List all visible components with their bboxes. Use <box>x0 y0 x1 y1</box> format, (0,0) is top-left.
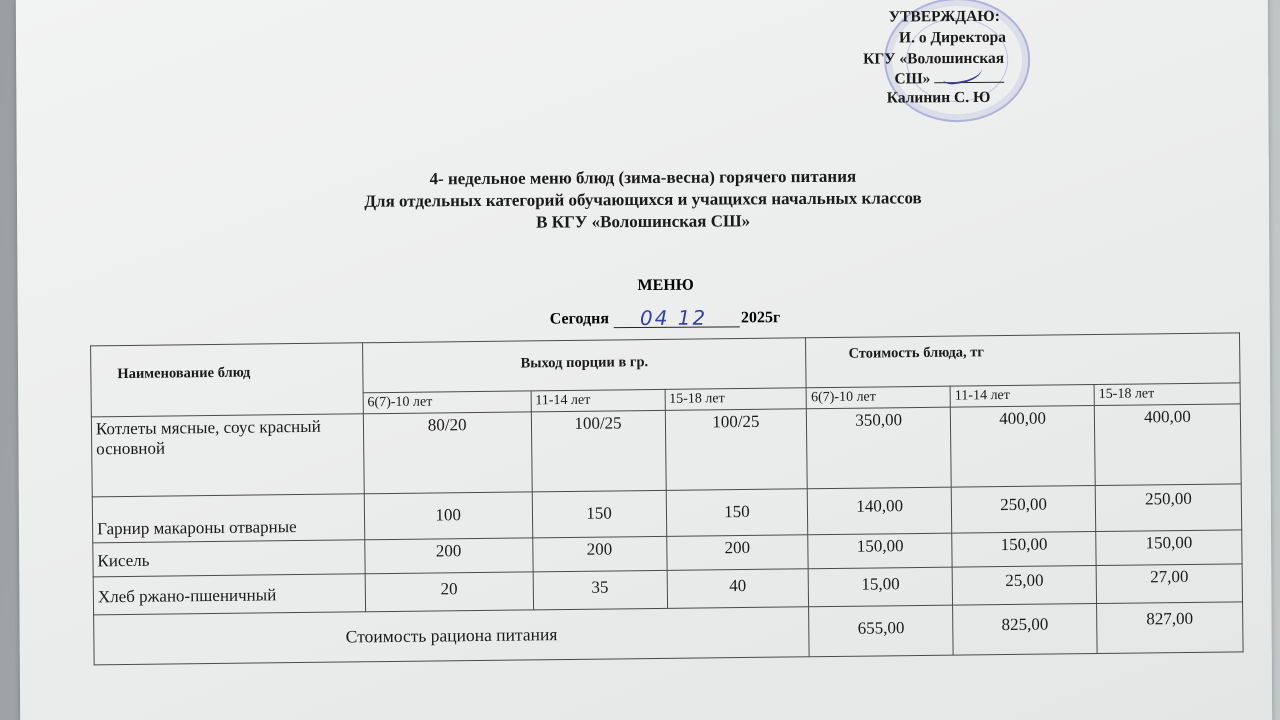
portion-cell: 80/20 <box>363 412 532 494</box>
cost-cell: 140,00 <box>808 487 952 535</box>
title-line-3: В КГУ «Волошинская СШ» <box>536 211 751 232</box>
document-titles <box>17 163 1269 237</box>
approve-heading: УТВЕРЖДАЮ: <box>888 7 1000 26</box>
cost-cell: 400,00 <box>1094 404 1241 486</box>
cost-cell: 400,00 <box>951 406 1096 488</box>
document-page <box>16 0 1272 720</box>
title-line-1: 4- недельное меню блюд (зима-весна) горячего питания <box>429 166 857 189</box>
total-label: Стоимость рациона питания <box>94 607 810 665</box>
age-group-cell: 11-14 лет <box>531 389 665 412</box>
cost-cell: 27,00 <box>1096 564 1242 604</box>
date-label: Сегодня <box>549 310 610 328</box>
age-group-cell: 15-18 лет <box>665 388 807 411</box>
dish-name-cell: Кисель <box>93 540 365 577</box>
portion-cell: 100 <box>364 492 532 540</box>
cost-cell: 150,00 <box>952 531 1096 567</box>
approve-position: И. о Директора <box>898 28 1007 47</box>
signature-line <box>934 69 1004 83</box>
cost-cell: 150,00 <box>808 533 952 569</box>
header-cost: Стоимость блюда, тг <box>806 333 1240 388</box>
cost-cell: 250,00 <box>1095 484 1241 532</box>
date-line <box>549 305 781 331</box>
table-row <box>91 404 1241 497</box>
cost-cell: 250,00 <box>951 486 1095 534</box>
dish-name-cell: Гарнир макароны отварные <box>92 494 364 543</box>
approve-organization: КГУ «Волошинская <box>862 49 1005 68</box>
cost-cell: 150,00 <box>1096 530 1242 566</box>
age-group-cell: 6(7)-10 лет <box>806 386 950 409</box>
portion-cell: 200 <box>365 538 533 574</box>
portion-cell: 20 <box>365 572 533 612</box>
total-cost-cell: 655,00 <box>809 605 953 657</box>
header-dish-name: Наименование блюд <box>91 343 364 417</box>
portion-cell: 150 <box>666 489 808 537</box>
approval-block <box>268 6 1268 107</box>
portion-cell: 200 <box>666 535 808 571</box>
menu-table <box>90 332 1244 665</box>
portion-cell: 200 <box>532 536 666 572</box>
handwritten-date: 04 12 <box>639 305 708 331</box>
age-group-cell: 6(7)-10 лет <box>363 391 531 414</box>
age-group-cell: 15-18 лет <box>1094 383 1240 406</box>
portion-cell: 100/25 <box>531 410 666 492</box>
approve-name: Калинин С. Ю <box>886 88 991 107</box>
cost-cell: 25,00 <box>952 565 1096 605</box>
approve-signature-row <box>894 69 1004 89</box>
portion-cell: 35 <box>533 570 667 610</box>
age-group-cell: 11-14 лет <box>950 385 1094 408</box>
total-cost-cell: 827,00 <box>1097 602 1243 654</box>
approve-organization-end: СШ» <box>894 70 931 88</box>
header-portion: Выход порции в гр. <box>362 338 806 393</box>
dish-name-cell: Котлеты мясные, соус красный основной <box>91 414 364 497</box>
portion-cell: 100/25 <box>665 409 808 491</box>
cost-cell: 15,00 <box>808 567 952 607</box>
date-blank <box>614 305 740 331</box>
cost-cell: 350,00 <box>807 407 952 489</box>
dish-name-cell: Хлеб ржано-пшеничный <box>93 574 365 615</box>
portion-cell: 40 <box>667 569 809 609</box>
menu-heading: МЕНЮ <box>637 276 694 295</box>
title-line-2: Для отдельных категорий обучающихся и учащихся начальных классов <box>364 188 922 211</box>
total-cost-cell: 825,00 <box>953 603 1097 655</box>
date-year: 2025г <box>740 309 781 327</box>
portion-cell: 150 <box>532 490 666 538</box>
